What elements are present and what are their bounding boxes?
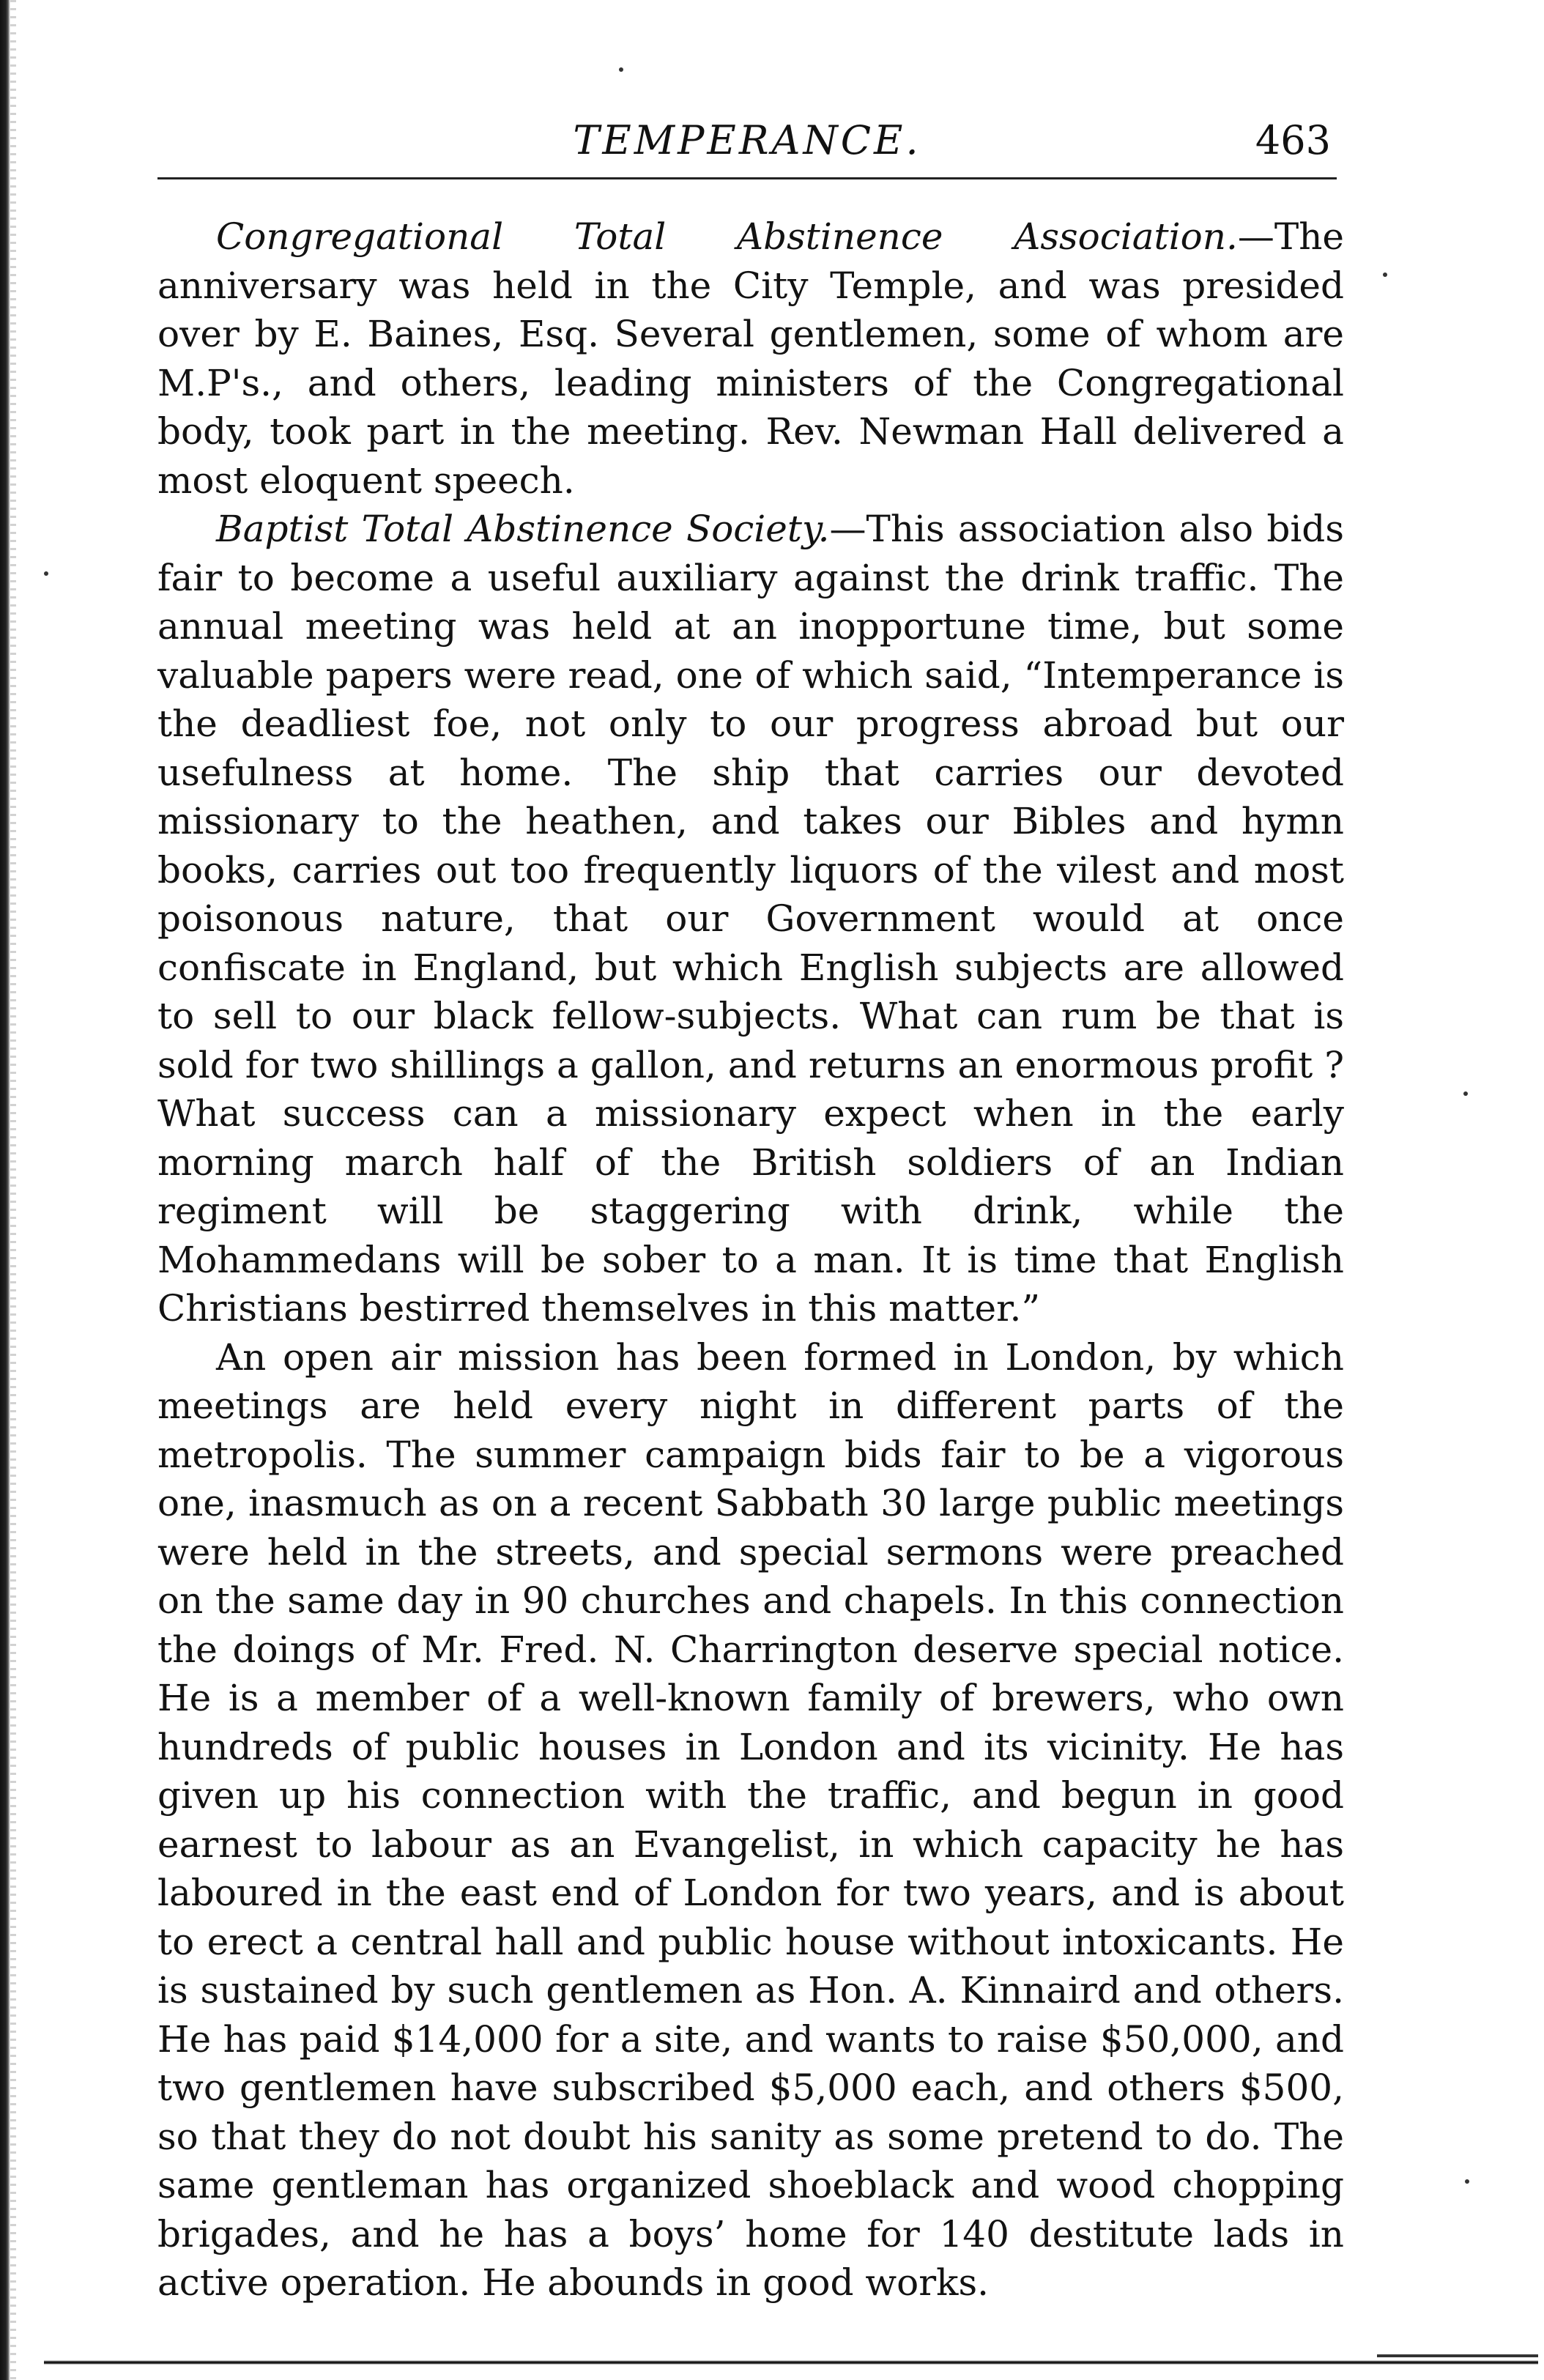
body-text [157,212,1344,2307]
binding-edge-speckle [10,0,16,2380]
paragraph-text: An open air mission has been formed in London, by which meetings are held every night in different parts of the metropolis. The summer campaign bids fair to be a vigorous one, inasmuch as on a recent Sabbath 30 large public meetings were held in the streets, and special sermons were preached on the same day in 90 churches and chapels. In this connection the doings of Mr. Fred. N. Charrington deserve special notice. He is a member of a well-known family of brewers, who own hundreds of public houses in London and its vicinity. He has given up his connection with the traffic, and begun in good earnest to labour as an Evangelist, in which capacity he has laboured in the east end of London for two years, and is about to erect a central hall and public house without intoxicants. He is sustained by such gentlemen as Hon. A. Kinnaird and others. He has paid $14,000 for a site, and wants to raise $50,000, and two gentlemen have subscribed $5,000 each, and others $500, so that they do not doubt his sanity as some pretend to do. The same gentleman has organized shoeblack and wood chopping brigades, and he has a boys’ home for 140 destitute lads in active operation. He abounds in good works. [157,1335,1344,2304]
page-header [157,103,1337,176]
paragraph-text: —The anniversary was held in the City Temple, and was presided over by E. Baines, Esq. Several gentlemen, some of whom are M.P's., and others, leading ministers of the Congregational body, took part in the meeting. Rev. Newman Hall delivered a most eloquent speech. [157,215,1344,502]
page-number: 463 [1255,117,1331,163]
bottom-scan-edge-right [1377,2354,1538,2357]
running-head: TEMPERANCE. [573,117,921,163]
header-rule [157,177,1337,179]
paragraph-title: Baptist Total Abstinence Society. [216,508,830,550]
paragraph-baptist [157,505,1344,1333]
scan-speck [619,67,623,72]
paragraph-congregational [157,212,1344,505]
scan-speck [1465,2179,1469,2184]
paragraph-text: —This association also bids fair to become a useful auxiliary against the drink traffic. The annual meeting was held at an inopportune time, but some valuable papers were read, one of which said, “Intemperance is the deadliest foe, not only to our progress abroad but our usefulness at home. The ship that carries our devoted missionary to the heathen, and takes our Bibles and hymn books, carries out too frequently liquors of the vilest and most poisonous nature, that our Government would at once confiscate in England, but which English subjects are allowed to sell to our black fellow-subjects. What can rum be that is sold for two shillings a gallon, and returns an enormous profit ? What success can a missionary expect when in the early morning march half of the British soldiers of an Indian regiment will be staggering with drink, while the Mohammedans will be sober to a man. It is time that English Christians bestirred themselves in this matter.” [157,508,1344,1330]
binding-edge-shadow [0,0,10,2380]
scan-speck [1463,1091,1468,1096]
scan-speck [44,571,48,576]
bottom-scan-edge [44,2360,1538,2365]
paragraph-title: Congregational Total Abstinence Association. [216,215,1238,258]
scan-speck [1383,273,1387,277]
paragraph-open-air-mission [157,1333,1344,2307]
